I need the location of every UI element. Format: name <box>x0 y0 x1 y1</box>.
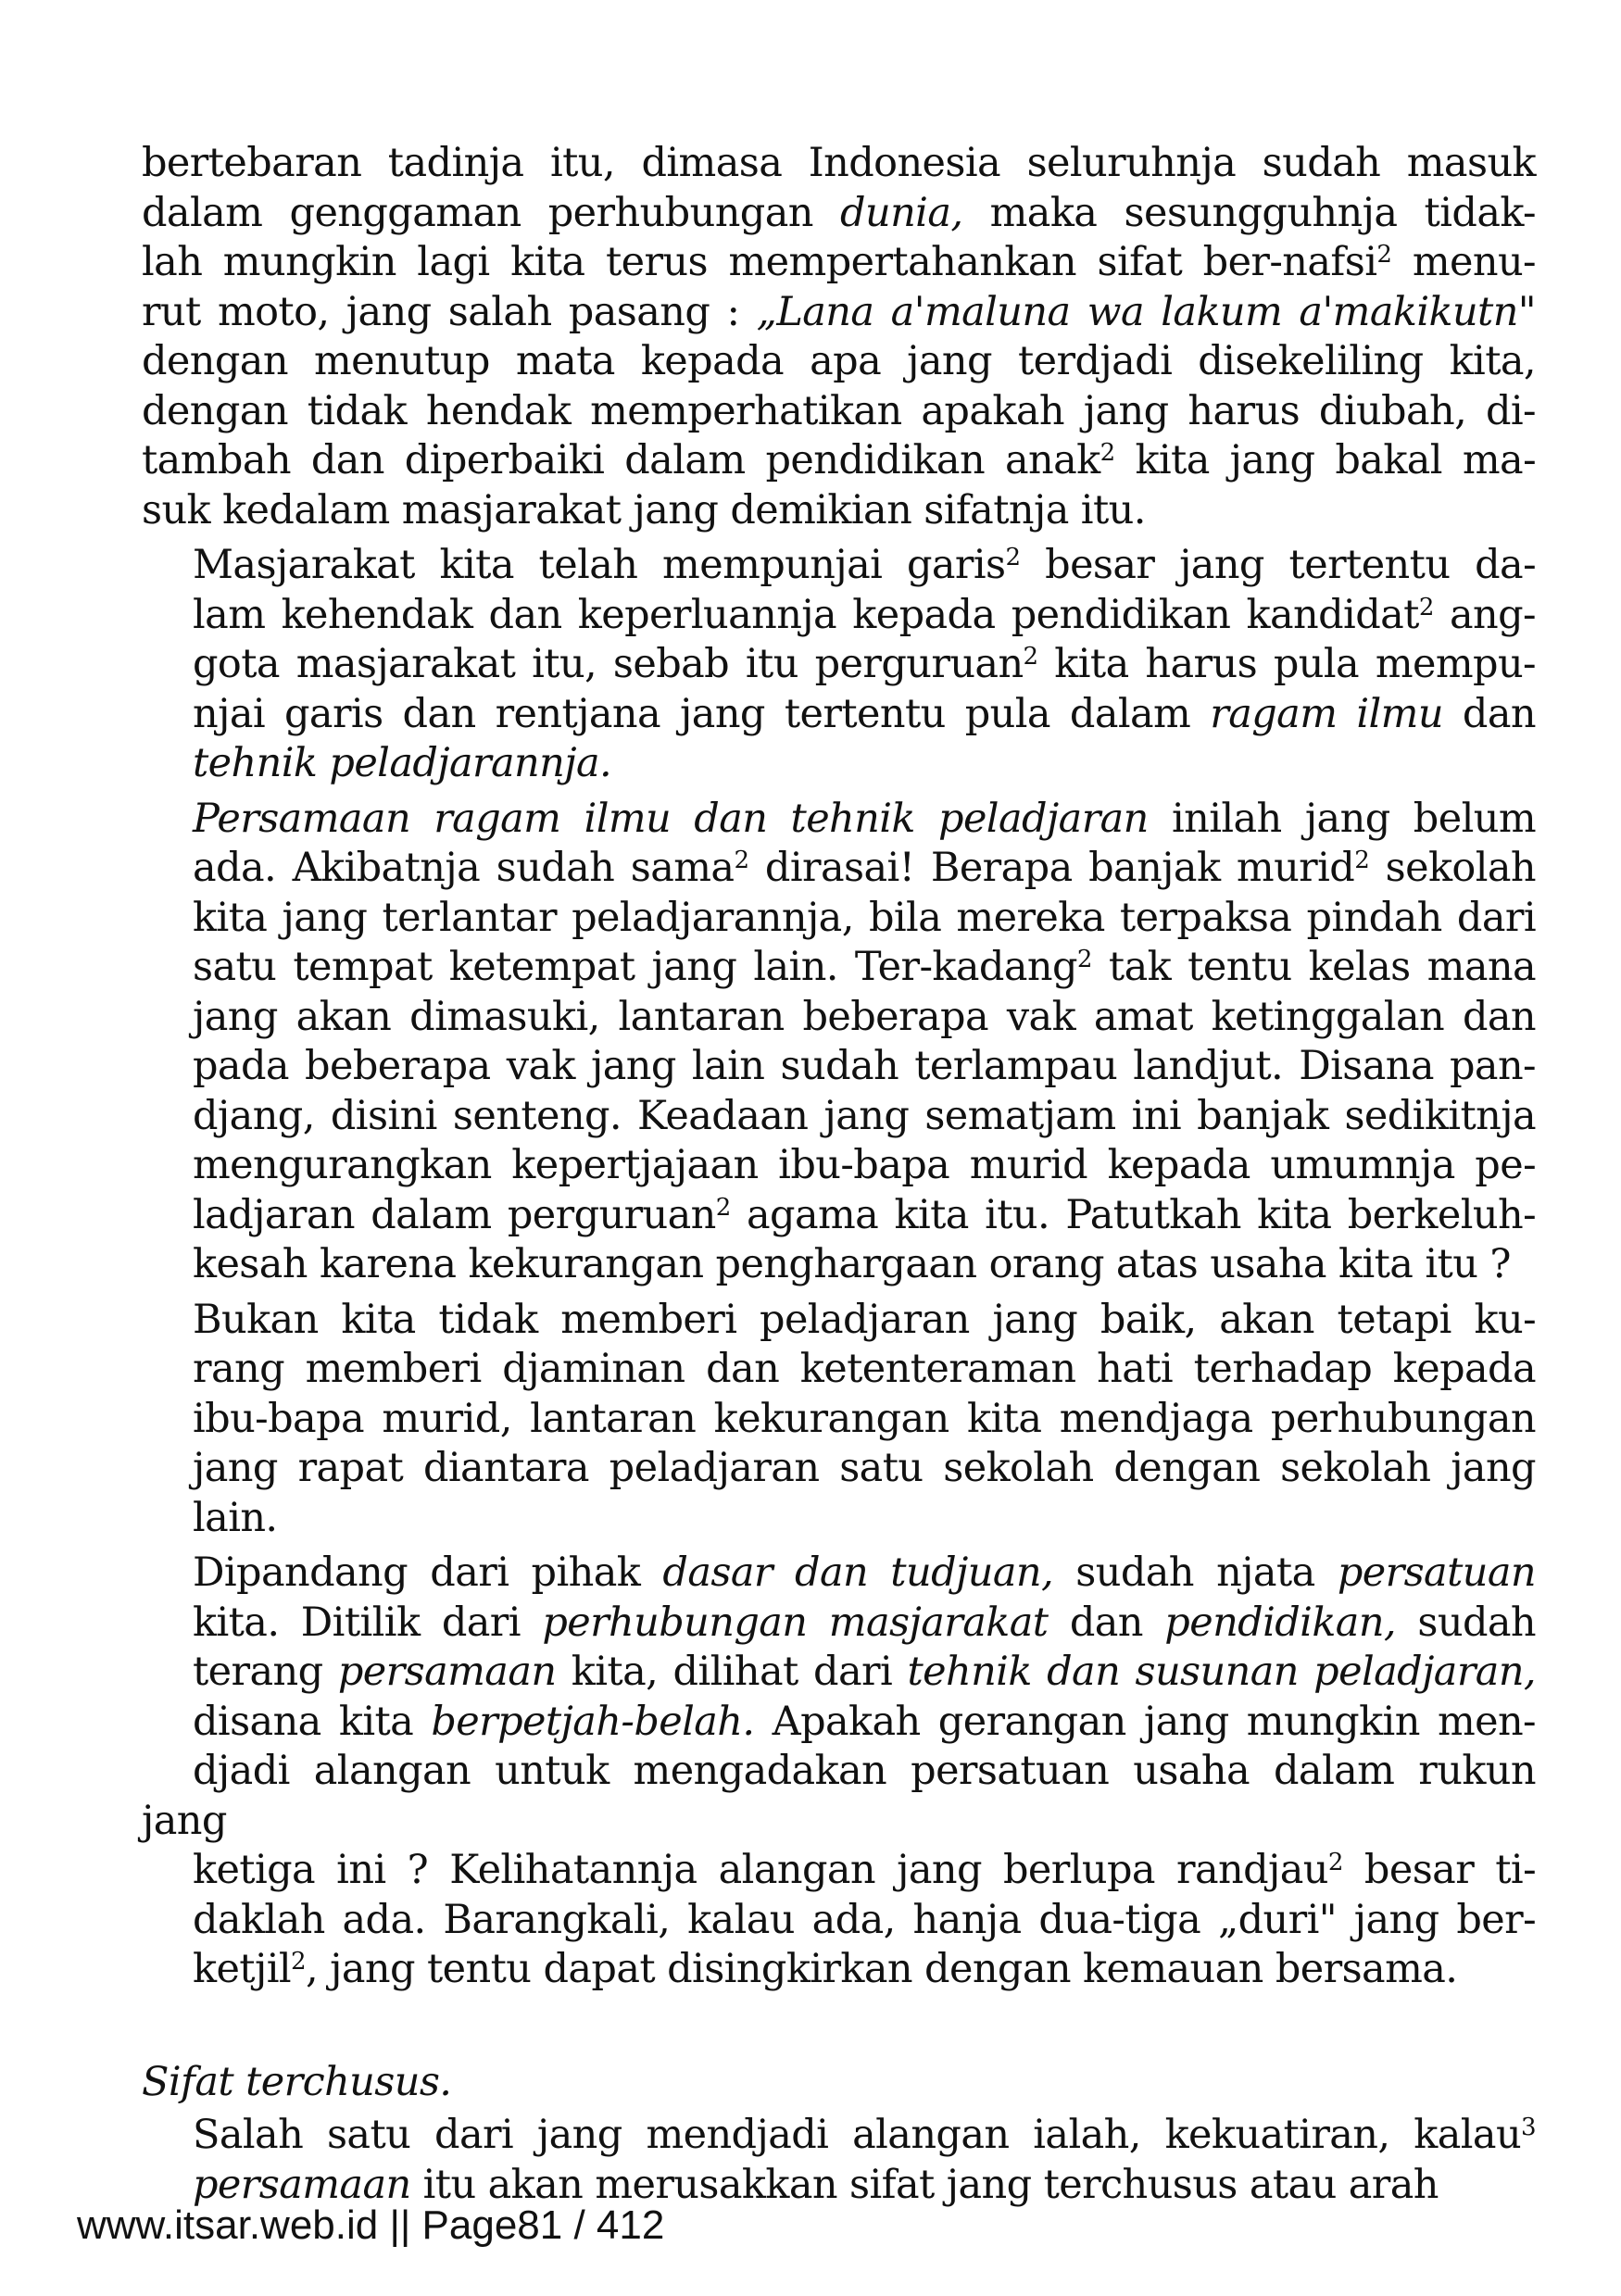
page-footer: www.itsar.web.id || Page81 / 412 <box>77 2202 665 2248</box>
section-heading: Sifat terchusus. <box>142 2058 452 2105</box>
paragraph: Masjarakat kita telah mempunjai garis$^2$ besar jang tertentu da- lam kehendak dan keperluannja kepada pendidikan kandidat$^2$ ang- gota masjarakat itu, sebab itu perguruan$^2$ kita harus pula mempu- njai garis dan rentjana jang tertentu pula dalam ragam ilmu dan tehnik peladjarannja. <box>193 542 1536 786</box>
paragraph: Salah satu dari jang mendjadi alangan ialah, kekuatiran, kalau$^3$ persamaan itu akan merusakkan sifat jang terchusus atau arah <box>193 2112 1536 2208</box>
paragraph: bertebaran tadinja itu, dimasa Indonesia seluruhnja sudah masuk dalam genggaman perhubungan dunia, maka sesungguhnja tidak- lah mungkin lagi kita terus mempertahankan sifat ber-nafsi$^2$ menu- rut moto, jang salah pasang : „Lana a'maluna wa lakum a'makikutn" dengan menutup mata kepada apa jang terdjadi disekeliling kita, dengan tidak hendak memperhatikan apakah jang harus diubah, di- tambah dan diperbaiki dalam pendidikan anak$^2$ kita jang bakal ma- suk kedalam masjarakat jang demikian sifatnja itu. <box>142 140 1537 533</box>
paragraph: Dipandang dari pihak dasar dan tudjuan, sudah njata persatuan kita. Ditilik dari perhubungan masjarakat dan pendidikan, sudah terang persamaan kita, dilihat dari tehnik dan susunan peladjaran, disana kita berpetjah-belah. Apakah gerangan jang mungkin men- djadi alangan untuk mengadakan persatuan usaha dalam rukun jang ketiga ini ? Kelihatannja alangan jang berlupa randjau$^2$ besar ti- daklah ada. Barangkali, kalau ada, hanja dua-tiga „duri" jang ber- ketjil$^2$, jang tentu dapat disingkirkan dengan kemauan bersama. <box>142 1549 1537 1992</box>
page-body <box>142 139 1536 2215</box>
paragraph: Persamaan ragam ilmu dan tehnik peladjaran inilah jang belum ada. Akibatnja sudah sama$^2$ dirasai! Berapa banjak murid$^2$ sekolah kita jang terlantar peladjarannja, bila mereka terpaksa pindah dari satu tempat ketempat jang lain. Ter-kadang$^2$ tak tentu kelas mana jang akan dimasuki, lantaran beberapa vak amat ketinggalan dan pada beberapa vak jang lain sudah terlampau landjut. Disana pan- djang, disini senteng. Keadaan jang sematjam ini banjak sedikitnja mengurangkan kepertjajaan ibu-bapa murid kepada umumnja pe- ladjaran dalam perguruan$^2$ agama kita itu. Patutkah kita berkeluh- kesah karena kekurangan penghargaan orang atas usaha kita itu ? <box>193 795 1537 1287</box>
paragraph: Bukan kita tidak memberi peladjaran jang baik, akan tetapi ku- rang memberi djaminan dan ketenteraman hati terhadap kepada ibu-bapa murid, lantaran kekurangan kita mendjaga perhubungan jang rapat diantara peladjaran satu sekolah dengan sekolah jang lain. <box>193 1296 1536 1541</box>
